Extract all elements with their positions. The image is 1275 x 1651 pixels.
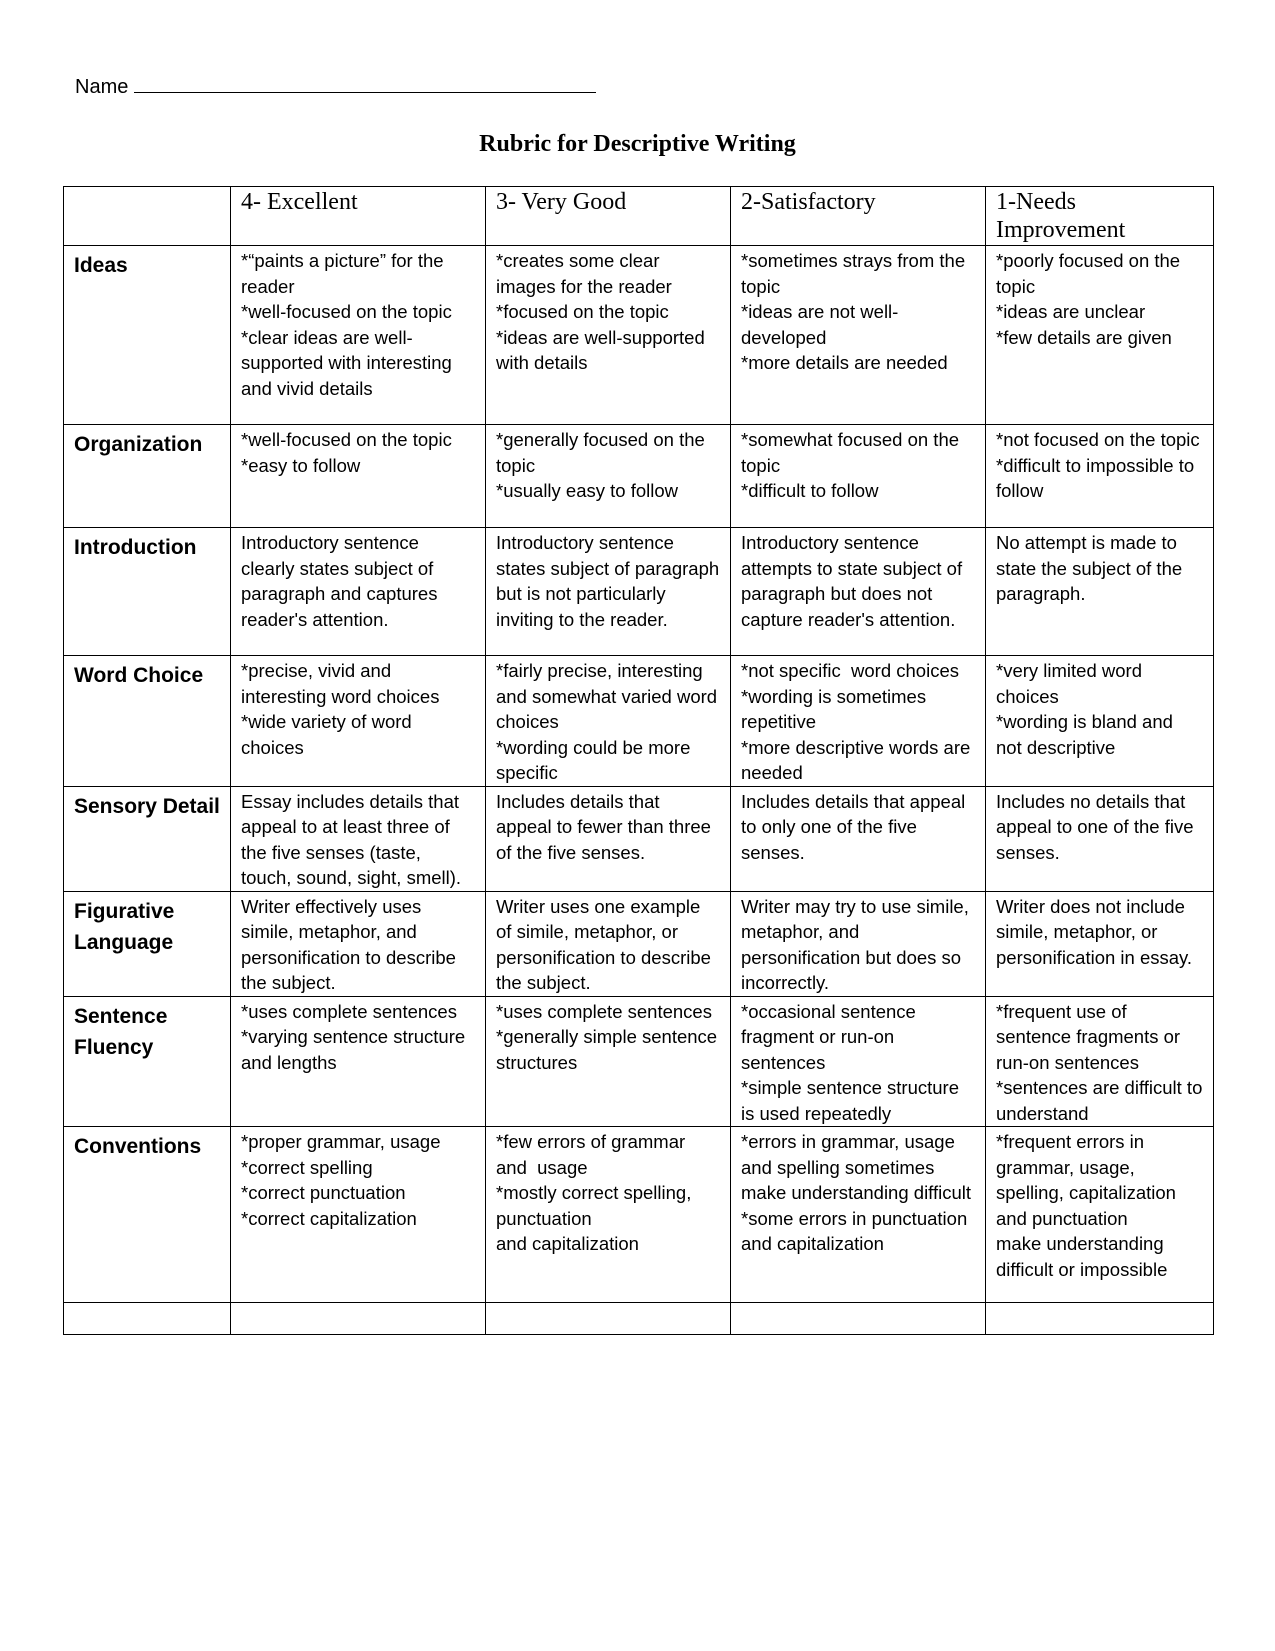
rubric-cell — [486, 425, 731, 528]
rubric-cell — [986, 425, 1214, 528]
rubric-cell — [731, 1127, 986, 1303]
rubric-cell — [486, 1127, 731, 1303]
rubric-cell-line: *not focused on the topic — [996, 429, 1200, 450]
rubric-cell-line: Writer may try to use simile, metaphor, and personification but does so incorrectly. — [741, 895, 975, 993]
table-row — [64, 656, 1214, 787]
rubric-cell-line: Includes details that appeal to fewer than three of the five senses. — [496, 790, 717, 863]
table-row — [64, 996, 1214, 1127]
rubric-cell-line: *very limited word choices — [996, 660, 1148, 707]
rubric-cell-line: *creates some clear images for the reader — [496, 250, 672, 297]
rubric-cell-line: *few details are given — [996, 326, 1172, 348]
rubric-cell-line: *focused on the topic — [496, 301, 669, 322]
criterion-ideas: Ideas — [64, 246, 231, 425]
rubric-cell-line: *somewhat focused on the topic — [741, 429, 965, 476]
rubric-cell — [231, 425, 486, 528]
rubric-cell-line: *easy to follow — [241, 454, 361, 476]
rubric-cell-line: *few errors of grammar and usage — [496, 1131, 691, 1178]
rubric-cell-line: *not specific word choices — [741, 660, 959, 681]
rubric-cell-line: *more descriptive words are needed — [741, 736, 976, 783]
rubric-cell — [986, 246, 1214, 425]
level-header-3: 3- Very Good — [486, 187, 731, 246]
table-row — [64, 1127, 1214, 1303]
rubric-cell-line: *proper grammar, usage — [241, 1131, 441, 1152]
rubric-cell — [731, 996, 986, 1127]
rubric-cell — [231, 246, 486, 425]
rubric-cell-line: Writer uses one example of simile, metaphor, or personification to describe the subject. — [496, 895, 717, 993]
rubric-cell — [731, 246, 986, 425]
rubric-cell-line: *generally simple sentence structures — [496, 1026, 723, 1073]
corner-cell — [64, 187, 231, 246]
rubric-cell — [231, 1127, 486, 1303]
rubric-cell-line: *sometimes strays from the topic — [741, 250, 971, 297]
score-cell[interactable] — [231, 1303, 486, 1335]
rubric-cell — [486, 246, 731, 425]
rubric-cell-line: Introductory sentence states subject of paragraph but is not particularly inviting to the reader. — [496, 532, 725, 630]
criterion-word-choice: Word Choice — [64, 656, 231, 787]
rubric-cell-line: *correct spelling — [241, 1156, 373, 1178]
rubric-cell-line: *sentences are difficult to understand — [996, 1077, 1208, 1124]
rubric-cell — [486, 996, 731, 1127]
rubric-cell-line: *usually easy to follow — [496, 480, 679, 501]
rubric-cell-line: *wording is sometimes repetitive — [741, 685, 932, 732]
score-row — [64, 1303, 1214, 1335]
rubric-cell — [231, 656, 486, 787]
rubric-cell-line: *ideas are not well-developed — [741, 301, 899, 348]
rubric-cell-line: Introductory sentence clearly states subject of paragraph and captures reader's attention. — [241, 532, 443, 630]
table-row — [64, 891, 1214, 996]
name-label: Name — [75, 76, 129, 98]
rubric-cell — [731, 786, 986, 891]
rubric-cell — [731, 656, 986, 787]
rubric-cell — [986, 891, 1214, 996]
rubric-cell — [486, 891, 731, 996]
criterion-conventions: Conventions — [64, 1127, 231, 1303]
rubric-cell-line: *uses complete sentences — [496, 1000, 712, 1022]
rubric-cell-line: *clear ideas are well-supported with interesting and vivid details — [241, 326, 457, 399]
rubric-cell-line: Writer does not include simile, metaphor, or personification in essay. — [996, 895, 1193, 968]
criterion-figurative-language: Figurative Language — [64, 891, 231, 996]
rubric-cell-line: *well-focused on the topic — [241, 429, 452, 450]
rubric-cell-line: *wording is bland and not descriptive — [996, 711, 1179, 758]
rubric-cell-line: *frequent errors in grammar, usage, spelling, capitalization and punctuation — [996, 1131, 1182, 1229]
name-field[interactable] — [75, 74, 596, 97]
rubric-cell — [986, 528, 1214, 656]
rubric-cell-line: *well-focused on the topic — [241, 301, 452, 322]
rubric-cell-line: Writer effectively uses simile, metaphor, and personification to describe the subject. — [241, 895, 462, 993]
rubric-cell-line: *poorly focused on the topic — [996, 250, 1186, 297]
rubric-cell-line: Introductory sentence attempts to state subject of paragraph but does not capture reader's attention. — [741, 532, 968, 630]
rubric-cell-line: Includes no details that appeal to one of the five senses. — [996, 790, 1199, 863]
rubric-cell-line: *simple sentence structure is used repeatedly — [741, 1077, 965, 1124]
rubric-cell-line: *generally focused on the topic — [496, 429, 710, 476]
rubric-cell — [731, 891, 986, 996]
rubric-cell-line: *varying sentence structure and lengths — [241, 1026, 471, 1073]
rubric-cell — [231, 891, 486, 996]
name-blank-line[interactable] — [134, 74, 596, 93]
score-cell[interactable] — [731, 1303, 986, 1335]
rubric-cell-line: *correct capitalization — [241, 1207, 417, 1229]
rubric-cell — [986, 786, 1214, 891]
criterion-organization: Organization — [64, 425, 231, 528]
criterion-sensory-detail: Sensory Detail — [64, 786, 231, 891]
rubric-cell-line: *correct punctuation — [241, 1182, 406, 1203]
table-row — [64, 786, 1214, 891]
level-header-1: 1-Needs Improvement — [986, 187, 1214, 246]
rubric-cell — [986, 996, 1214, 1127]
rubric-cell-line: and capitalization — [496, 1233, 639, 1254]
score-cell[interactable] — [486, 1303, 731, 1335]
rubric-cell-line: *ideas are unclear — [996, 301, 1146, 322]
rubric-cell-line: *difficult to impossible to follow — [996, 454, 1200, 501]
rubric-cell-line: *mostly correct spelling, punctuation — [496, 1182, 697, 1229]
score-cell-label[interactable] — [64, 1303, 231, 1335]
header-row — [64, 187, 1214, 246]
rubric-cell — [231, 786, 486, 891]
rubric-cell — [486, 528, 731, 656]
score-cell[interactable] — [986, 1303, 1214, 1335]
rubric-cell — [986, 656, 1214, 787]
rubric-cell — [231, 528, 486, 656]
rubric-cell-line: Essay includes details that appeal to at least three of the five senses (taste, touch, sound, sight, smell). — [241, 790, 465, 888]
rubric-cell-line: *wide variety of word choices — [241, 711, 417, 758]
rubric-cell-line: *ideas are well-supported with details — [496, 326, 710, 373]
rubric-cell-line: *“paints a picture” for the reader — [241, 250, 449, 297]
rubric-cell-line: *precise, vivid and interesting word choices — [241, 660, 440, 707]
rubric-cell — [986, 1127, 1214, 1303]
rubric-cell — [731, 528, 986, 656]
rubric-cell-line: *wording could be more specific — [496, 736, 696, 783]
table-row — [64, 425, 1214, 528]
rubric-cell-line: make understanding difficult or impossible — [996, 1233, 1169, 1280]
rubric-cell — [486, 786, 731, 891]
rubric-cell — [231, 996, 486, 1127]
rubric-cell-line: *frequent use of sentence fragments or run-on sentences — [996, 1000, 1186, 1073]
criterion-sentence-fluency: Sentence Fluency — [64, 996, 231, 1127]
rubric-cell-line: *more details are needed — [741, 352, 948, 373]
rubric-cell-line: *fairly precise, interesting and somewhat varied word choices — [496, 660, 723, 732]
rubric-cell — [486, 656, 731, 787]
criterion-introduction: Introduction — [64, 528, 231, 656]
level-header-4: 4- Excellent — [231, 187, 486, 246]
rubric-cell-line: *uses complete sentences — [241, 1000, 457, 1022]
rubric-cell — [731, 425, 986, 528]
page-title: Rubric for Descriptive Writing — [479, 131, 796, 157]
rubric-cell-line: *some errors in punctuation and capitalization — [741, 1207, 973, 1254]
rubric-cell-line: *difficult to follow — [741, 480, 879, 501]
table-row — [64, 246, 1214, 425]
rubric-cell-line: *occasional sentence fragment or run-on sentences — [741, 1000, 921, 1073]
level-header-2: 2-Satisfactory — [731, 187, 986, 246]
rubric-cell-line: Includes details that appeal to only one of the five senses. — [741, 790, 971, 863]
rubric-cell-line: *errors in grammar, usage and spelling sometimes make understanding difficult — [741, 1131, 972, 1203]
table-row — [64, 528, 1214, 656]
rubric-table — [63, 186, 1214, 1335]
rubric-cell-line: No attempt is made to state the subject of the paragraph. — [996, 532, 1188, 604]
